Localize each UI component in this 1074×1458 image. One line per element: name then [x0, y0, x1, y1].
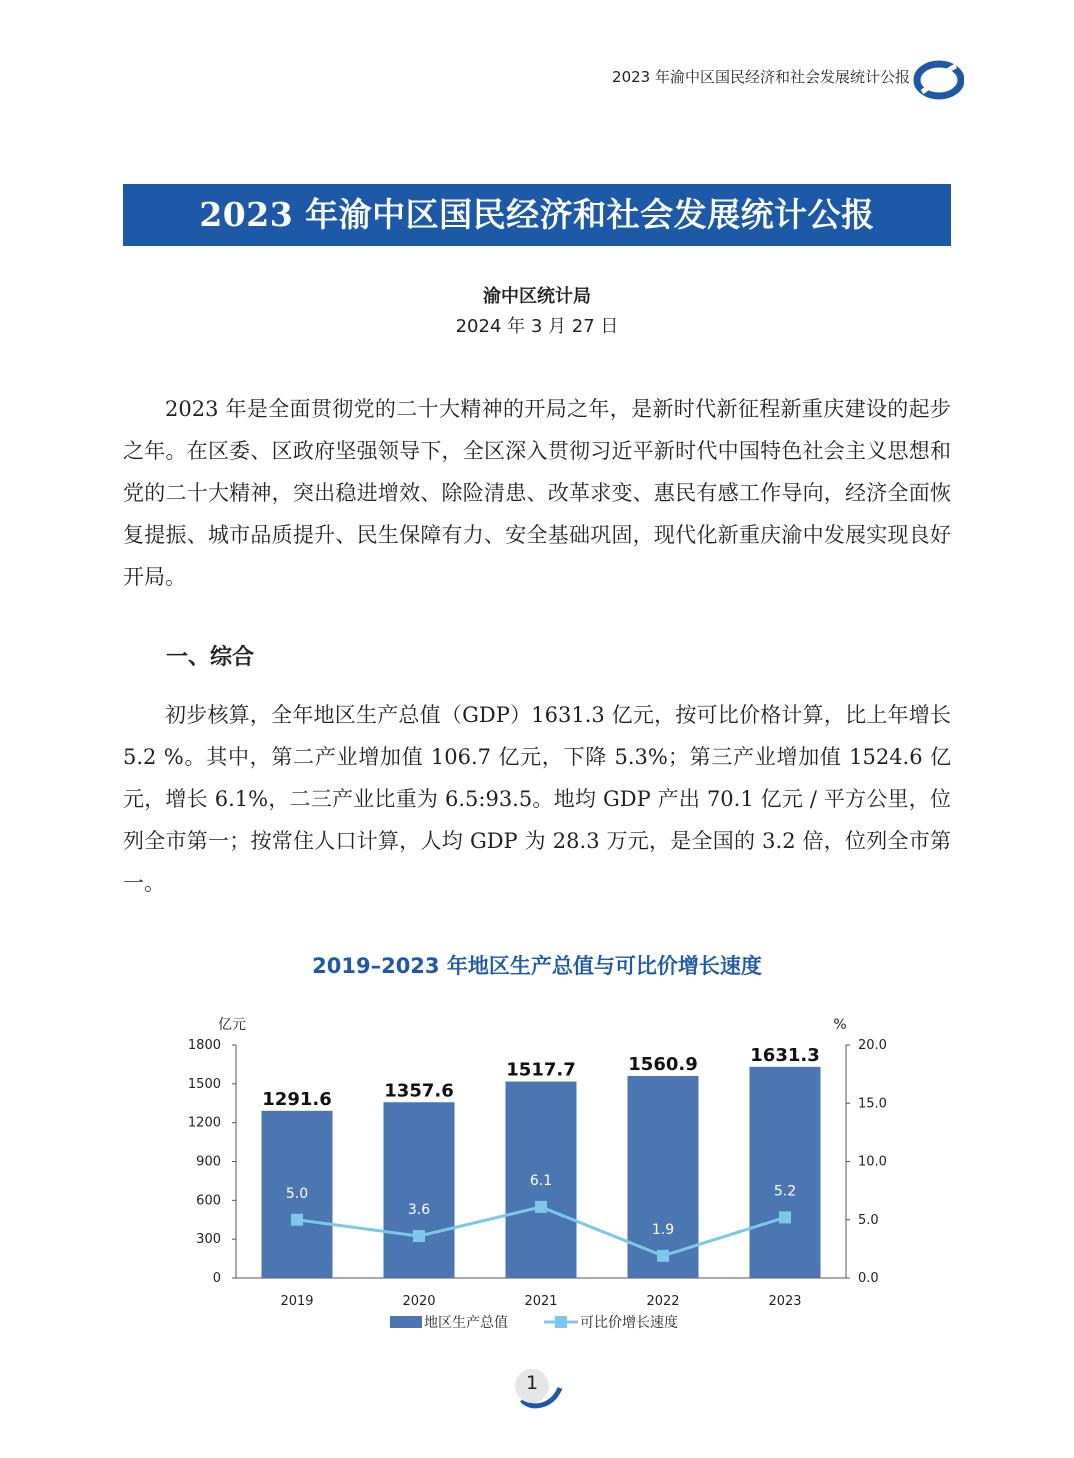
left-axis-tick-label: 1800 — [187, 1038, 221, 1053]
bar-value-label: 1631.3 — [750, 1044, 820, 1066]
right-axis-tick-label: 15.0 — [858, 1096, 887, 1112]
growth-rate-point-2021 — [535, 1201, 547, 1213]
publish-date: 2024 年 3 月 27 日 — [455, 316, 619, 337]
x-axis-tick-label: 2023 — [768, 1294, 802, 1309]
intro-paragraph: 2023 年是全面贯彻党的二十大精神的开局之年，是新时代新征程新重庆建设的起步之年。在区委、区政府坚强领导下，全区深入贯彻习近平新时代中国特色社会主义思想和党的二十大精神，突出稳进增效、除险清患、改革求变、惠民有感工作导向，经济全面恢复提振、城市品质提升、民生保障有力、安全基础巩固，现代化新重庆渝中发展实现良好开局。 — [123, 397, 951, 589]
section-paragraph-general: 初步核算，全年地区生产总值（GDP）1631.3 亿元，按可比价格计算，比上年增长 5.2 %。其中，第二产业增加值 106.7 亿元，下降 5.3%；第三产业增加值 1524.6 亿元，增长 6.1%，二三产业比重为 6.5:93.5。地均 GDP 产出 70.1 亿元 / 平方公里，位列全市第一；按常住人口计算，人均 GDP 为 28.3 万元，是全国的 3.2 倍，位列全市第一。 — [123, 703, 951, 895]
bar-value-label: 1291.6 — [262, 1088, 332, 1110]
legend-swatch-gdp — [390, 1316, 422, 1328]
growth-rate-label: 6.1 — [529, 1172, 553, 1189]
bar-value-label: 1517.7 — [506, 1059, 576, 1081]
right-axis-tick-label: 0.0 — [858, 1271, 879, 1286]
section-heading-general: 一、综合 — [166, 645, 255, 670]
x-axis-tick-label: 2021 — [524, 1294, 558, 1309]
growth-rate-label: 1.9 — [651, 1221, 675, 1238]
x-axis-tick-label: 2020 — [402, 1294, 436, 1309]
growth-rate-point-2023 — [779, 1211, 791, 1223]
stat-bureau-logo-icon — [912, 58, 964, 100]
left-axis-tick-label: 600 — [196, 1193, 221, 1209]
bar-2023 — [750, 1067, 821, 1278]
growth-rate-label: 5.0 — [285, 1185, 309, 1202]
document-title: 2023 年渝中区国民经济和社会发展统计公报 — [123, 184, 951, 246]
left-axis-tick-label: 1200 — [187, 1115, 221, 1131]
author: 渝中区统计局 — [483, 286, 591, 307]
x-axis-tick-label: 2022 — [646, 1294, 680, 1309]
right-axis-tick-label: 20.0 — [858, 1038, 887, 1053]
left-axis-tick-label: 300 — [196, 1232, 221, 1248]
page-number: 1 — [525, 1372, 539, 1394]
chart-title: 2019–2023 年地区生产总值与可比价增长速度 — [312, 954, 762, 978]
right-axis-unit: % — [833, 1017, 847, 1033]
left-axis-tick-label: 900 — [196, 1154, 221, 1170]
bar-value-label: 1357.6 — [384, 1080, 454, 1102]
growth-rate-point-2019 — [291, 1214, 303, 1226]
legend-swatch-growth-marker — [555, 1316, 567, 1328]
left-axis-tick-label: 0 — [212, 1271, 221, 1286]
legend-label-growth: 可比价增长速度 — [580, 1315, 678, 1331]
left-axis-unit: 亿元 — [218, 1017, 246, 1033]
growth-rate-label: 5.2 — [773, 1183, 797, 1200]
bar-value-label: 1560.9 — [628, 1053, 698, 1075]
x-axis-tick-label: 2019 — [280, 1294, 314, 1309]
growth-rate-point-2020 — [413, 1230, 425, 1242]
bar-2020 — [384, 1102, 455, 1278]
running-header-title: 2023 年渝中区国民经济和社会发展统计公报 — [612, 68, 910, 86]
growth-rate-point-2022 — [657, 1250, 669, 1262]
legend-label-gdp: 地区生产总值 — [424, 1315, 508, 1331]
right-axis-tick-label: 10.0 — [858, 1154, 887, 1170]
right-axis-tick-label: 5.0 — [858, 1212, 879, 1228]
gdp-chart — [170, 1008, 910, 1338]
growth-rate-label: 3.6 — [407, 1202, 431, 1219]
left-axis-tick-label: 1500 — [187, 1076, 221, 1092]
